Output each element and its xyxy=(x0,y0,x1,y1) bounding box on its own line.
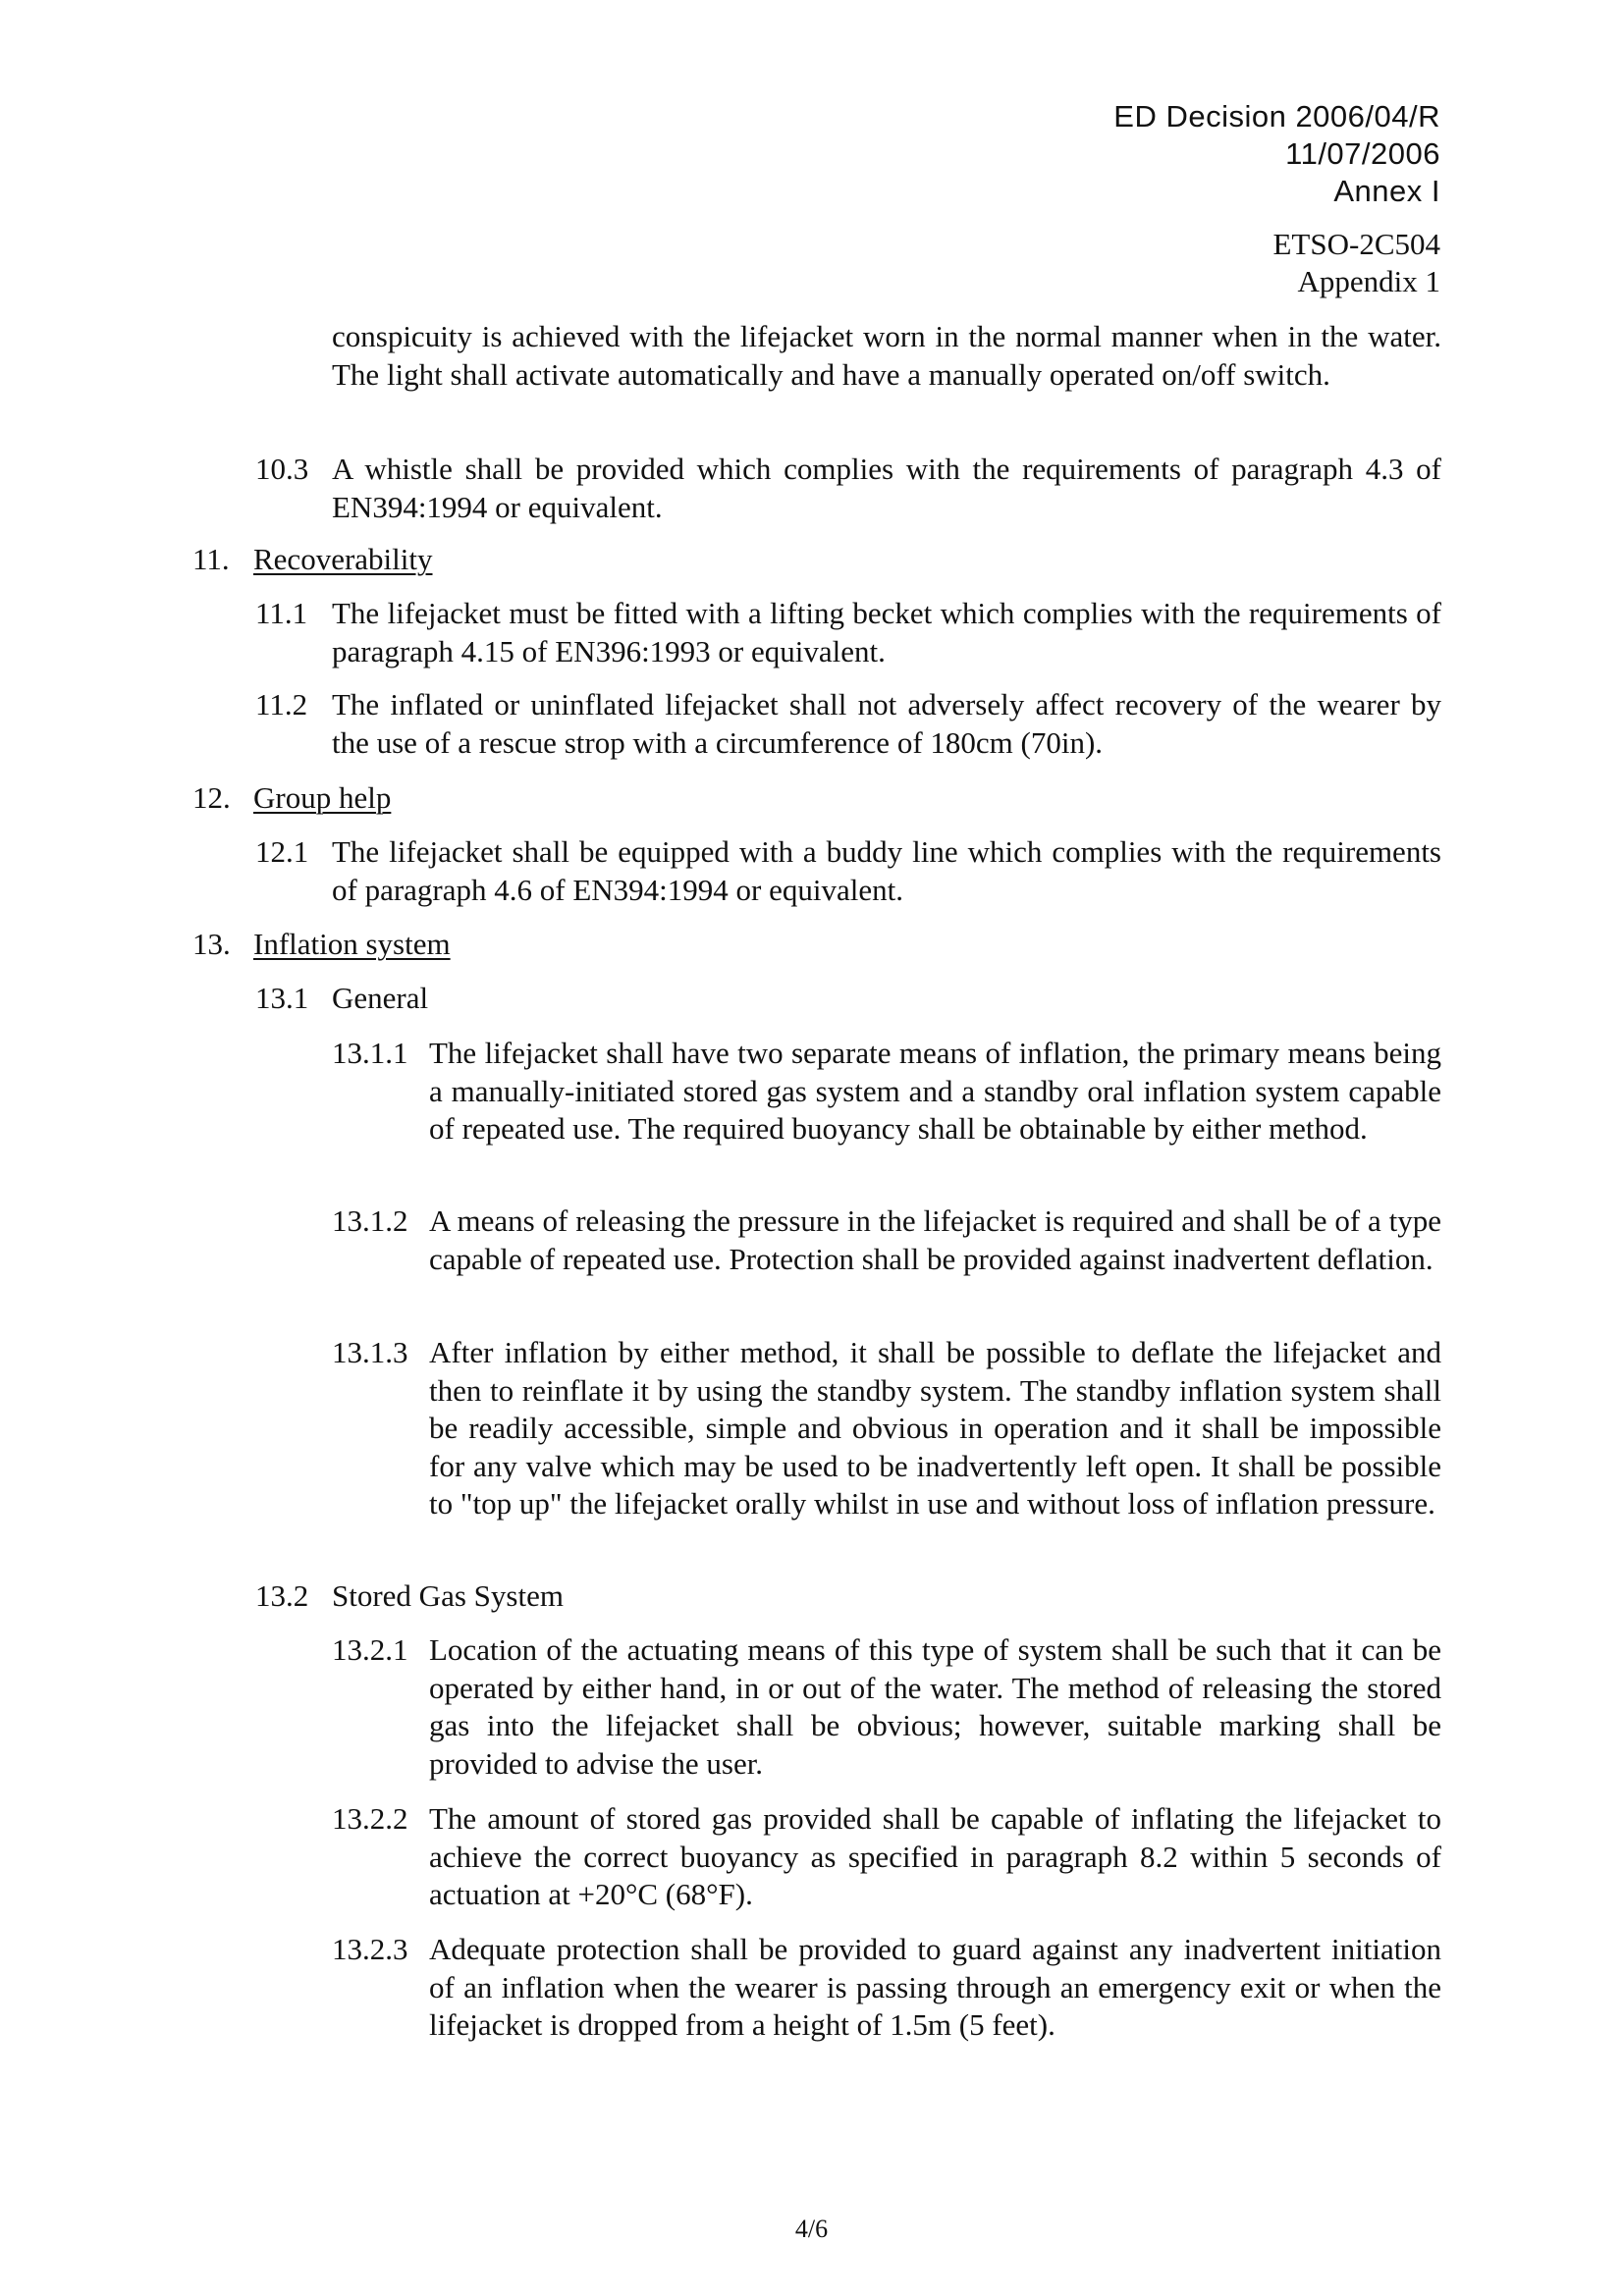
paragraph-number: 10.3 xyxy=(255,452,309,486)
item-text: Adequate protection shall be provided to guard against any inadvertent initiation of an inflation when the wearer is passing through an emergency exit or when the lifejacket is dropped from a height of 1.5m (5 feet). xyxy=(429,1932,1441,2042)
paragraph-number: 13.2 xyxy=(255,1578,309,1613)
document-subheader xyxy=(1273,226,1441,300)
item-text: Location of the actuating means of this type of system shall be such that it can be operated by either hand, in or out of the water. The method of releasing the stored gas into the lifejacket shall be obvious; however, suitable marking shall be provided to advise the user. xyxy=(429,1632,1441,1781)
item-number: 13.1.2 xyxy=(332,1203,408,1238)
paragraph-number: 13.1 xyxy=(255,981,309,1015)
item-number: 13.2.1 xyxy=(332,1632,408,1667)
decision-number: ED Decision 2006/04/R xyxy=(1113,99,1440,133)
paragraph-number: 11.2 xyxy=(255,687,308,721)
item-text: After inflation by either method, it shall be possible to deflate the lifejacket and then to reinflate it by using the standby system. The standby inflation system shall be readily accessible, simple and obvious in operation and it shall be impossible for any valve which may be used to be inadvertently left open. It shall be possible to "top up" the lifejacket orally whilst in use and without loss of inflation pressure. xyxy=(429,1335,1441,1521)
page-number: 4/6 xyxy=(794,2215,829,2243)
item-text: The amount of stored gas provided shall be capable of inflating the lifejacket to achieve the correct buoyancy as specified in paragraph 8.2 within 5 seconds of actuation at +20°C (68°F). xyxy=(429,1801,1441,1911)
subsection-title: Stored Gas System xyxy=(332,1578,564,1613)
section-title: Group help xyxy=(253,780,392,815)
paragraph-number: 11.1 xyxy=(255,596,308,630)
item-text: The lifejacket shall have two separate means of inflation, the primary means being a manually-initiated stored gas system and a standby oral inflation system capable of repeated use. The required buoyancy shall be obtainable by either method. xyxy=(429,1036,1441,1146)
appendix-label: Appendix 1 xyxy=(1297,264,1440,298)
decision-date: 11/07/2006 xyxy=(1285,136,1440,171)
etso-number: ETSO-2C504 xyxy=(1272,227,1440,261)
section-number: 11. xyxy=(192,542,230,576)
item-text: A means of releasing the pressure in the lifejacket is required and shall be of a type capable of repeated use. Protection shall be provided against inadvertent deflation. xyxy=(429,1203,1441,1276)
item-number: 13.2.2 xyxy=(332,1801,408,1836)
continuation-paragraph: conspicuity is achieved with the lifejacket worn in the normal manner when in the water. The light shall activate automatically and have a manually operated on/off switch. xyxy=(332,319,1441,392)
subsection-title: General xyxy=(332,981,429,1015)
annex-label: Annex I xyxy=(1333,174,1440,208)
paragraph-text: The inflated or uninflated lifejacket shall not adversely affect recovery of the wearer by the use of a rescue strop with a circumference of 180cm (70in). xyxy=(332,687,1441,760)
paragraph-text: A whistle shall be provided which complies with the requirements of paragraph 4.3 of EN394:1994 or equivalent. xyxy=(332,452,1441,524)
section-title: Recoverability xyxy=(253,542,433,576)
paragraph-text: The lifejacket must be fitted with a lifting becket which complies with the requirements of paragraph 4.15 of EN396:1993 or equivalent. xyxy=(332,596,1441,668)
item-number: 13.1.1 xyxy=(332,1036,408,1070)
item-number: 13.2.3 xyxy=(332,1932,408,1966)
section-title: Inflation system xyxy=(253,927,451,961)
paragraph-text: The lifejacket shall be equipped with a buddy line which complies with the requirements of paragraph 4.6 of EN394:1994 or equivalent. xyxy=(332,834,1441,907)
document-header xyxy=(1113,98,1440,210)
section-number: 13. xyxy=(192,927,231,961)
section-number: 12. xyxy=(192,780,231,815)
paragraph-number: 12.1 xyxy=(255,834,309,869)
item-number: 13.1.3 xyxy=(332,1335,408,1369)
